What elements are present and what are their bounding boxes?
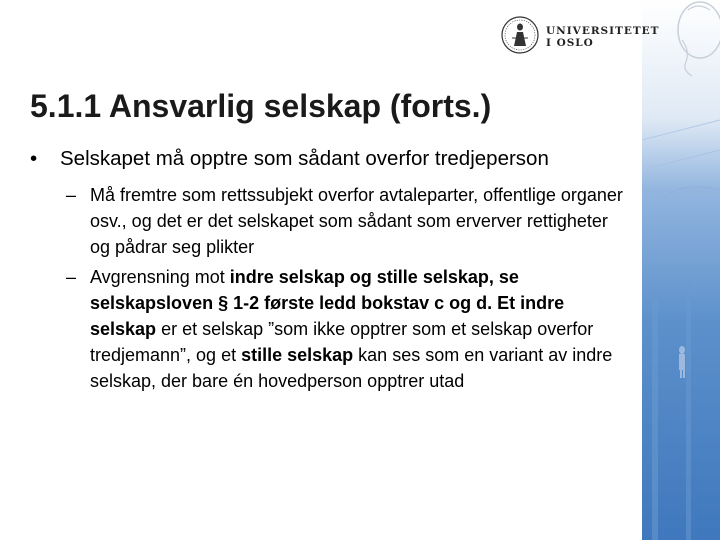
sub-bullet-bold-segment: stille selskap [241, 345, 354, 365]
sub-bullet-text: Må fremtre som rettssubjekt overfor avtaleparter, offentlige organer osv., og det er det selskapet som sådant som erverver rettigheter og pådrar seg plikter [90, 185, 623, 257]
sub-bullet-text-segment: kan ses som en variant av indre selskap, der bare én hovedperson opptrer utad [90, 345, 613, 391]
bullet-item [30, 146, 630, 172]
bullet-marker: • [30, 147, 38, 170]
logo-line-1: UNIVERSITETET [546, 25, 660, 37]
sub-bullet-marker: – [66, 267, 77, 287]
statue-artwork-image [642, 0, 720, 540]
sub-bullet-text-segment: er et selskap ”som ikke opptrer som et selskap overfor tredjemann”, og et [90, 319, 594, 365]
sub-bullet-marker: – [66, 185, 77, 205]
sub-bullet-bold-segment: indre selskap og stille selskap, se selskapsloven § 1-2 første ledd bokstav c og d. Et indre selskap [90, 267, 565, 339]
logo-line-2: I OSLO [546, 37, 594, 49]
sub-bullet-text-segment: Avgrensning mot [90, 267, 230, 287]
slide-content [30, 146, 630, 394]
sub-bullet-item [30, 182, 630, 260]
sub-bullet-item [30, 264, 630, 394]
side-decoration [642, 0, 720, 540]
bullet-text: Selskapet må opptre som sådant overfor tredjeperson [60, 147, 549, 170]
university-name [546, 25, 659, 49]
slide-title: 5.1.1 Ansvarlig selskap (forts.) [30, 88, 492, 124]
university-seal-icon [500, 12, 540, 58]
university-logo [500, 12, 660, 58]
